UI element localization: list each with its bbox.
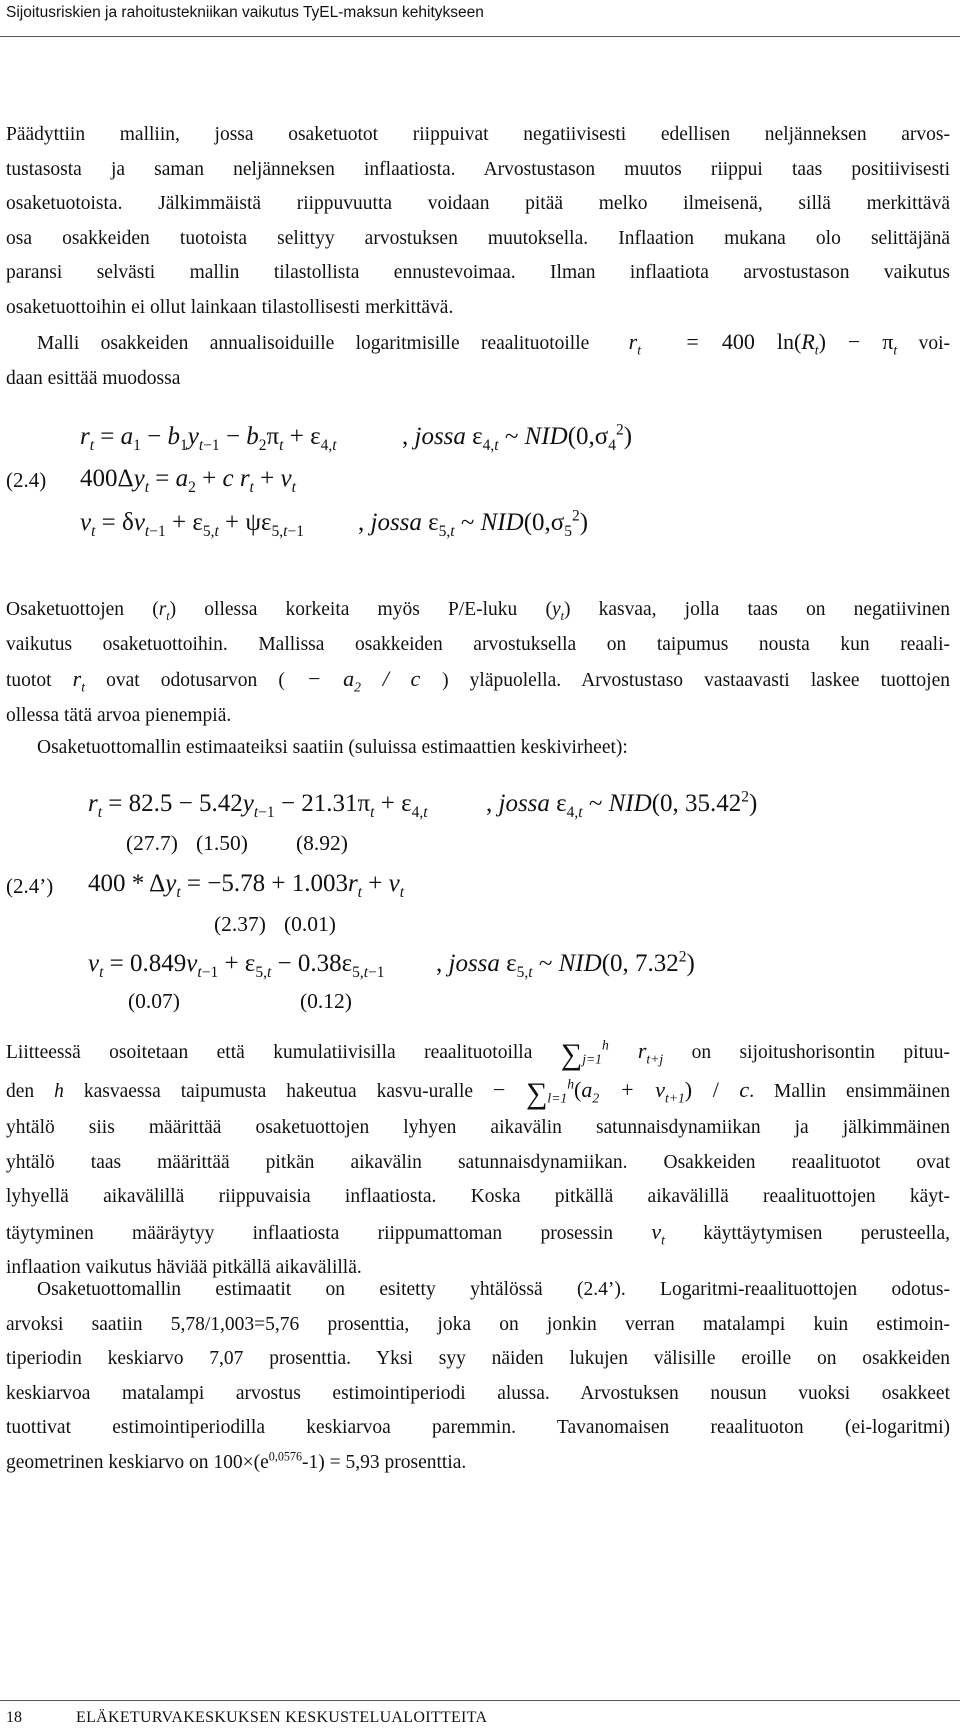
text-fragment: -1) = 5,93 prosenttia. — [302, 1451, 467, 1473]
text-line — [6, 325, 950, 362]
inline-formula: − $a_2$ / c — [284, 666, 443, 695]
text-line: vaikutus osaketuottoihin. Mallissa osakkeiden arvostuksella on taipumus nousta kun reaali- — [6, 633, 950, 655]
text-line — [6, 662, 950, 699]
text-line: Osaketuottomallin estimaatit on esitetty yhtälössä (2.4’). Logaritmi-reaalituottojen odotus- — [37, 1279, 950, 1300]
text-line: tustasosta ja saman neljänneksen inflaatiosta. Arvostustason muutos riippui taas positiivisesti — [6, 158, 950, 180]
standard-error: (1.50) — [196, 831, 248, 855]
estimate-condition-residual: , jossa $\varepsilon_{5,t}$ ~ NID(0, 7.32$^2$) — [436, 948, 695, 981]
text-fragment: on sijoitushorisontin pituu- — [691, 1042, 951, 1063]
text-line: yhtälö taas määrittää pitkän aikavälin satunnaisdynamiikan. Osakkeiden reaalituotot ovat — [6, 1151, 950, 1173]
text-fragment: ) yläpuolella. Arvostustaso vastaavasti laskee tuottojen — [442, 670, 950, 691]
text-line: arvoksi saatiin 5,78/1,003=5,76 prosenttia, joka on jonkin verran matalampi kuin estimoin- — [6, 1313, 950, 1335]
standard-error: (27.7) — [126, 831, 178, 855]
model-equation-residual: $v_t = \delta v_{t-1} + \varepsilon_{5,t} + \psi\varepsilon_{5,t-1}$ — [80, 509, 304, 540]
text-fragment: den — [6, 1080, 35, 1102]
text-line: Osaketuottomallin estimaateiksi saatiin (suluissa estimaattien keskivirheet): — [37, 737, 628, 758]
equation-label: (2.4) — [6, 468, 47, 492]
text-line: lyhyellä aikavälillä riippuvaisia inflaatiosta. Koska pitkällä aikavälillä reaalituottojen käyt- — [6, 1186, 950, 1207]
paragraph-1 — [6, 118, 950, 325]
text-line — [6, 1215, 950, 1252]
estimate-equation-valuation: $400 * \Delta y_t = -5.78 + 1.003r_t + v_t$ — [88, 870, 405, 901]
text-fragment: . Mallin ensimmäinen — [749, 1080, 950, 1102]
paragraph-2 — [6, 325, 950, 396]
text-fragment: voi- — [918, 333, 950, 354]
paragraph-5 — [6, 1034, 950, 1286]
text-fragment: täytyminen määräytyy inflaatiosta riippumattoman prosessin — [6, 1222, 614, 1244]
text-line — [6, 1446, 950, 1481]
text-line: tiperiodin keskiarvo 7,07 prosenttia. Yksi syy näiden lukujen välisille eroille on osakkeiden — [6, 1348, 950, 1369]
text-line — [6, 1034, 950, 1073]
model-equation-returns: $r_t = a_1 - b_1y_{t-1} - b_2\pi_t + \varepsilon_{4,t}$ — [80, 423, 337, 454]
estimate-equation-returns: $r_t = 82.5 - 5.42y_{t-1} - 21.31\pi_t + \varepsilon_{4,t}$ — [88, 790, 428, 821]
inline-formula: − $\sum_{l=1}^h(a_2 + v_{t+1}) / c$ — [493, 1076, 750, 1110]
text-line: keskiarvoa matalampi arvostus estimointiperiodi alussa. Arvostuksen nousun vuoksi osakkeet — [6, 1382, 950, 1404]
text-fragment: ) kasvaa, jolla taas on negatiivinen — [563, 599, 950, 620]
standard-error: (0.01) — [284, 912, 336, 936]
estimate-condition-returns: , jossa $\varepsilon_{4,t}$ ~ NID(0, 35.42$^2$) — [486, 788, 758, 821]
text-line: paransi selvästi mallin tilastollista ennustevoimaa. Ilman inflaatiota arvostustason vaikutus — [6, 262, 950, 283]
text-line: osaketuotoista. Jälkimmäistä riippuvuutta voidaan pitää melko ilmeisenä, sillä merkittävä — [6, 193, 950, 214]
journal-name: ELÄKETURVAKESKUKSEN KESKUSTELUALOITTEITA — [76, 1709, 488, 1726]
text-line: Osaketuottojen $(r_t)$ ollessa korkeita myös P/E-luku $(y_t)$ kasvaa, jolla taas on negatiivinen — [6, 599, 950, 623]
text-fragment: Osaketuottojen ( — [6, 599, 159, 620]
footer-rule — [0, 1700, 960, 1701]
estimate-equation-residual: $v_t = 0.849v_{t-1} + \varepsilon_{5,t} - 0.38\varepsilon_{5,t-1}$ — [88, 950, 385, 981]
text-line: den h kasvaessa taipumusta hakeutua kasvu-uralle − $\sum_{l=1}^h(a_2 + v_{t+1}) / c$. Mallin ensimmäinen — [6, 1076, 950, 1110]
standard-error: (2.37) — [214, 912, 266, 936]
text-fragment: ovat odotusarvon ( — [106, 670, 285, 691]
equation-label: (2.4’) — [6, 874, 54, 898]
page-footer — [6, 1709, 487, 1727]
text-line: inflaation vaikutus häviää pitkällä aikavälillä. — [6, 1257, 362, 1278]
text-line: daan esittää muodossa — [6, 367, 181, 389]
text-fragment: ) ollessa korkeita myös P/E-luku ( — [169, 599, 552, 620]
model-condition-returns: , jossa $\varepsilon_{4,t}$ ~ $NID(0,\sigma_4^2)$ — [402, 421, 633, 454]
text-line: osaketuottoihin ei ollut lainkaan tilastollisesti merkittävä. — [6, 296, 454, 318]
standard-error: (8.92) — [296, 831, 348, 855]
text-fragment: Liitteessä osoitetaan että kumulatiivisilla reaalituotoilla — [6, 1042, 533, 1063]
text-line: osa osakkeiden tuotoista selittyy arvostuksen muutoksella. Inflaation mukana olo selittäjänä — [6, 227, 950, 249]
text-line: Päädyttiin malliin, jossa osaketuotot riippuivat negatiivisesti edellisen neljänneksen arvos- — [6, 124, 950, 145]
text-fragment: tuotot — [6, 670, 52, 691]
text-fragment: kasvaessa taipumusta hakeutua kasvu-uralle — [83, 1080, 474, 1102]
paragraph-4 — [6, 731, 950, 766]
text-line: yhtälö siis määrittää osaketuottojen lyhyen aikavälin satunnaisdynamiikan ja jälkimmäinen — [6, 1117, 950, 1138]
text-fragment: geometrinen keskiarvo on 100×(e — [6, 1451, 269, 1473]
text-fragment: käyttäytymisen perusteella, — [703, 1222, 950, 1244]
inline-formula: $v_t$ — [651, 1218, 665, 1247]
running-header: Sijoitusriskien ja rahoitustekniikan vaikutus TyEL-maksun kehitykseen — [6, 4, 484, 21]
header-rule — [0, 36, 960, 37]
page-number: 18 — [6, 1709, 22, 1726]
model-condition-residual: , jossa $\varepsilon_{5,t}$ ~ $NID(0,\sigma_5^2)$ — [358, 507, 589, 540]
inline-formula: $\sum_{j=1}^h$ $r_{t+j}$ — [560, 1037, 664, 1071]
inline-formula: $r_t = 400$ $\ln(R_t) - \pi_t$ — [628, 329, 898, 358]
paragraph-3 — [6, 593, 950, 733]
text-line: tuottivat estimointiperiodilla keskiarvoa paremmin. Tavanomaisen reaalituoton (ei-logaritmi) — [6, 1417, 950, 1438]
text-line: ollessa tätä arvoa pienempiä. — [6, 704, 232, 726]
standard-error: (0.07) — [128, 989, 180, 1013]
inline-formula: $r_t$ — [72, 666, 85, 695]
text-fragment: Malli osakkeiden annualisoiduille logaritmisille reaalituotoille — [37, 333, 590, 354]
paragraph-6 — [6, 1273, 950, 1480]
model-equation-valuation: $400\Delta y_t = a_2 + c$ $r_t + v_t$ — [80, 465, 296, 496]
exponent: 0,0576 — [268, 1449, 303, 1463]
standard-error: (0.12) — [300, 989, 352, 1013]
